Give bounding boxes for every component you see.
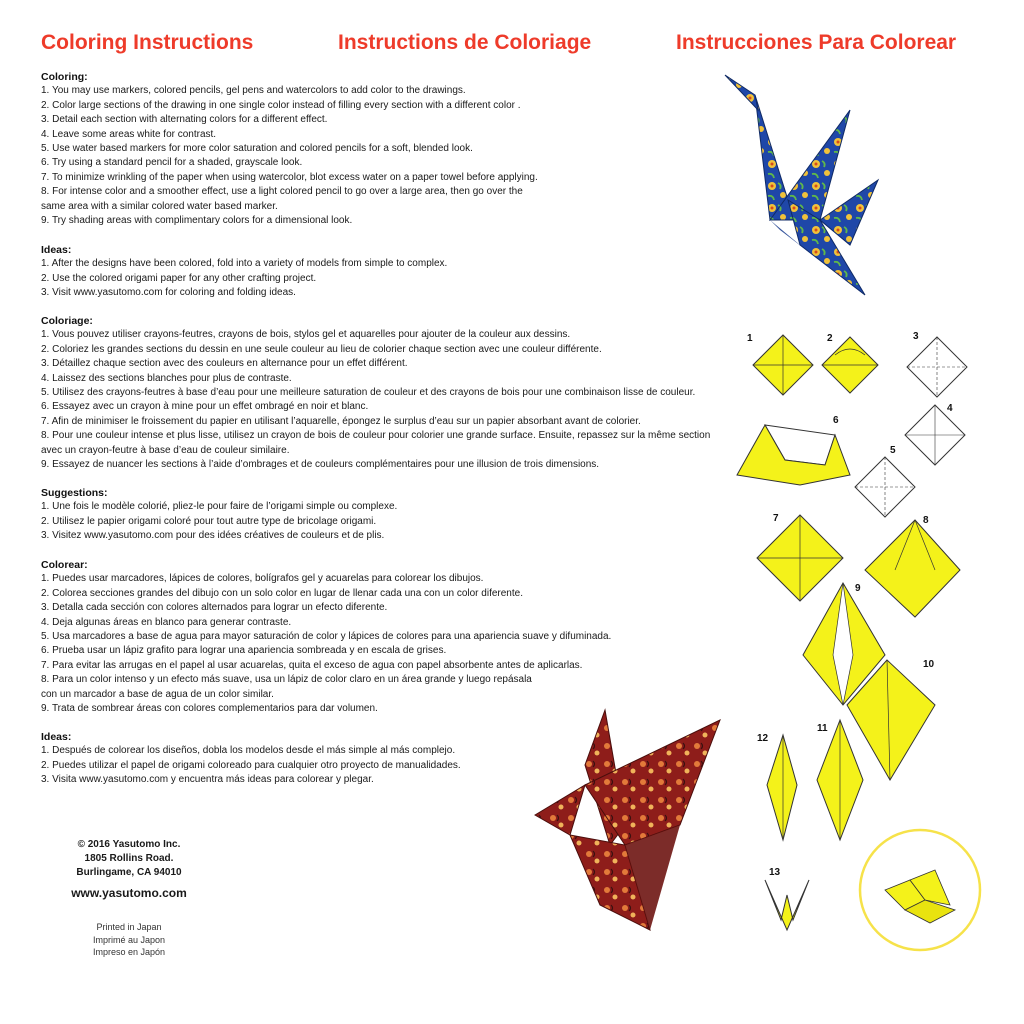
- blue-crane-image: [700, 70, 880, 300]
- instruction-line: 4. Leave some areas white for contrast.: [41, 128, 217, 140]
- instruction-line: 9. Try shading areas with complimentary colors for a dimensional look.: [41, 215, 353, 227]
- step-2-square: [822, 337, 878, 393]
- idea-line: 3. Visita www.yasutomo.com y encuentra más ideas para colorear y plegar.: [41, 774, 374, 786]
- copyright: © 2016 Yasutomo Inc.: [77, 839, 181, 850]
- instruction-line: 3. Detalla cada sección con colores alternados para lograr un efecto diferente.: [41, 602, 388, 614]
- instruction-line: 2. Coloriez les grandes sections du dessin en une seule couleur au lieu de colorier chaque section avec une couleur différente.: [41, 343, 602, 355]
- printed-es: Impreso en Japón: [92, 947, 166, 957]
- title-french: Instructions de Coloriage: [338, 31, 592, 54]
- instruction-line: 2. Colorea secciones grandes del dibujo con un solo color en lugar de llenar cada una con un color diferente.: [41, 587, 523, 599]
- step-label: 2: [827, 333, 833, 344]
- step-label: 6: [833, 415, 839, 426]
- step-7-square: [757, 515, 843, 601]
- step-label: 11: [817, 723, 828, 734]
- company-address: [66, 838, 192, 880]
- instruction-line: con un marcador a base de agua de un color similar.: [41, 688, 274, 700]
- printed-in: [66, 921, 192, 959]
- section-suggestions-fr: [41, 486, 397, 544]
- section-heading: Ideas:: [41, 244, 72, 256]
- instruction-line: avec un crayon-feutre à base d’eau de couleur similaire.: [41, 444, 290, 456]
- instruction-line: 9. Trata de sombrear áreas con colores complementarios para dar volumen.: [41, 703, 378, 715]
- website-link[interactable]: www.yasutomo.com: [71, 886, 187, 900]
- section-heading: Coloring:: [41, 71, 88, 83]
- idea-line: 1. Une fois le modèle colorié, pliez-le pour faire de l’origami simple ou complexe.: [41, 501, 398, 513]
- step-3-square: [907, 337, 967, 397]
- section-ideas-en: [41, 243, 447, 301]
- instruction-line: 7. To minimize wrinkling of the paper when using watercolor, blot excess water on a paper towel before applying.: [41, 171, 538, 183]
- section-coloring-fr: [41, 314, 710, 472]
- step-label: 8: [923, 515, 929, 526]
- idea-line: 3. Visit www.yasutomo.com for coloring and folding ideas.: [41, 287, 296, 299]
- step-label: 13: [769, 867, 781, 878]
- folding-diagram: [735, 325, 985, 955]
- step-12-diamond: [767, 735, 797, 840]
- instruction-line: 4. Deja algunas áreas en blanco para generar contraste.: [41, 616, 292, 628]
- step-label: 5: [890, 445, 896, 456]
- section-coloring-en: [41, 70, 538, 228]
- step-11-diamond: [817, 720, 863, 840]
- city: Burlingame, CA 94010: [76, 867, 182, 878]
- instruction-line: 3. Detail each section with alternating colors for a different effect.: [41, 114, 328, 126]
- instruction-line: same area with a similar colored water based marker.: [41, 200, 278, 212]
- instruction-line: 8. Para un color intenso y un efecto más suave, usa un lápiz de color claro en un área grande y luego repásala: [41, 674, 532, 686]
- instruction-line: 5. Utilisez des crayons-feutres à base d’eau pour une meilleure saturation de couleur et des crayons de bois pour une combinaison lisse de couleur.: [41, 387, 696, 399]
- step-6-preliminary-base: [737, 425, 850, 485]
- instruction-line: 2. Color large sections of the drawing in one single color instead of filling every section with a different color .: [41, 99, 521, 111]
- instruction-line: 5. Use water based markers for more color saturation and colored pencils for a soft, blended look.: [41, 143, 473, 155]
- instruction-line: 1. Vous pouvez utiliser crayons-feutres, crayons de bois, stylos gel et aquarelles pour ajouter de la couleur aux dessins.: [41, 329, 571, 341]
- idea-line: 1. Después de colorear los diseños, dobla los modelos desde el más simple al más complejo.: [41, 745, 456, 757]
- title-english: Coloring Instructions: [41, 31, 254, 54]
- section-coloring-es: [41, 558, 611, 716]
- instruction-line: 1. You may use markers, colored pencils, gel pens and watercolors to add color to the drawings.: [41, 85, 466, 97]
- idea-line: 2. Utilisez le papier origami coloré pour tout autre type de bricolage origami.: [41, 515, 377, 527]
- instruction-line: 8. Pour une couleur intense et plus lisse, utilisez un crayon de bois de couleur pour colorier une grande surface. Ensuite, repassez sur la même section: [41, 430, 711, 442]
- idea-line: 3. Visitez www.yasutomo.com pour des idées créatives de couleurs et de plis.: [41, 530, 385, 542]
- instruction-line: 6. Essayez avec un crayon à mine pour un effet ombragé en noir et blanc.: [41, 401, 369, 413]
- step-label: 12: [757, 733, 769, 744]
- instruction-line: 1. Puedes usar marcadores, lápices de colores, bolígrafos gel y acuarelas para colorear los dibujos.: [41, 573, 484, 585]
- instruction-line: 6. Prueba usar un lápiz grafito para lograr una apariencia sombreada y en escala de grises.: [41, 645, 447, 657]
- step-label: 7: [773, 513, 779, 524]
- finished-crane: [860, 830, 980, 950]
- step-label: 9: [855, 583, 861, 594]
- idea-line: 2. Puedes utilizar el papel de origami coloreado para cualquier otro proyecto de manualidades.: [41, 759, 461, 771]
- section-ideas-es: [41, 730, 461, 788]
- instruction-line: 5. Usa marcadores a base de agua para mayor saturación de color y lápices de colores para una apariencia suave y difuminada.: [41, 631, 612, 643]
- instruction-line: 3. Détaillez chaque section avec des couleurs en alternance pour un effet différent.: [41, 358, 408, 370]
- step-5-square: [855, 457, 915, 517]
- step-13-crane: [765, 880, 809, 930]
- instruction-line: 8. For intense color and a smoother effect, use a light colored pencil to go over a large area, then go over the: [41, 186, 523, 198]
- instruction-line: 7. Afin de minimiser le froissement du papier en utilisant l’aquarelle, épongez le surplus d’eau sur un papier absorbant avant de colorier.: [41, 415, 641, 427]
- section-heading: Suggestions:: [41, 487, 108, 499]
- instruction-line: 9. Essayez de nuancer les sections à l’aide d’ombrages et de couleurs complémentaires pour une illusion de trois dimensions.: [41, 459, 600, 471]
- idea-line: 1. After the designs have been colored, fold into a variety of models from simple to complex.: [41, 258, 448, 270]
- street: 1805 Rollins Road.: [84, 853, 174, 864]
- instruction-line: 7. Para evitar las arrugas en el papel al usar acuarelas, quita el exceso de agua con papel absorbente antes de aplicarlas.: [41, 659, 583, 671]
- section-heading: Colorear:: [41, 559, 88, 571]
- instruction-line: 6. Try using a standard pencil for a shaded, grayscale look.: [41, 157, 303, 169]
- step-label: 4: [947, 403, 953, 414]
- idea-line: 2. Use the colored origami paper for any other crafting project.: [41, 272, 317, 284]
- printed-fr: Imprimé au Japon: [92, 934, 166, 945]
- section-heading: Ideas:: [41, 731, 72, 743]
- title-spanish: Instrucciones Para Colorear: [676, 31, 957, 54]
- instruction-line: 4. Laissez des sections blanches pour plus de contraste.: [41, 372, 292, 384]
- red-crane-image: [530, 705, 730, 935]
- printed-en: Printed in Japan: [96, 922, 162, 932]
- step-label: 1: [747, 333, 753, 344]
- step-8-square: [865, 520, 960, 617]
- step-label: 3: [913, 331, 919, 342]
- step-label: 10: [923, 659, 935, 670]
- section-heading: Coloriage:: [41, 315, 93, 327]
- step-1-square: [753, 335, 813, 395]
- step-4-square: [905, 405, 965, 465]
